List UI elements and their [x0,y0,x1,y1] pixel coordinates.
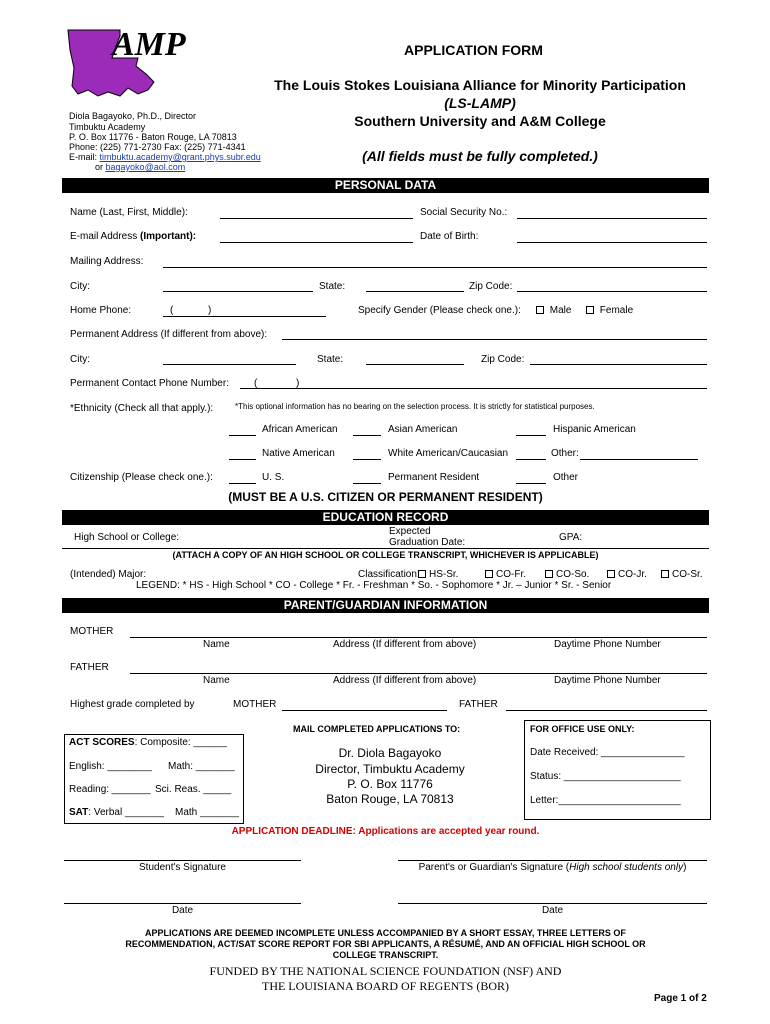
program-acronym: (LS-LAMP) [444,95,516,111]
funding-line-2: THE LOUISIANA BOARD OF REGENTS (BOR) [261,979,509,993]
hispanic-american-check[interactable] [516,435,546,436]
letter-field: Letter:______________________ [530,795,681,806]
home-phone-field[interactable] [163,316,326,317]
co-jr-checkbox[interactable] [607,570,615,578]
ssn-label: Social Security No.: [420,207,508,218]
father-name-caption: Name [203,675,230,686]
parent-sig-text: Parent's or Guardian's Signature ( [418,862,570,873]
co-fr-label: CO-Fr. [496,569,526,580]
ethnicity-label: *Ethnicity (Check all that apply.): [70,403,214,414]
parent-sig-italic: High school students only [569,862,684,873]
sat-math[interactable]: Math _______ [175,807,239,818]
father-phone-caption: Daytime Phone Number [554,675,661,686]
co-sr-checkbox[interactable] [661,570,669,578]
mail-to-heading: MAIL COMPLETED APPLICATIONS TO: [293,724,461,734]
completion-note: (All fields must be fully completed.) [362,148,598,164]
student-signature-line[interactable] [64,860,301,861]
other-ethnicity-label: Other: [551,448,579,459]
dob-label: Date of Birth: [420,231,479,242]
zip-label: Zip Code: [469,281,513,292]
asian-american-check[interactable] [353,435,381,436]
classification-legend: LEGEND: * HS - High School * CO - College * Fr. - Freshman * So. - Sophomore * Jr. – Junior * Sr. - Senior [136,580,612,591]
co-so-checkbox[interactable] [545,570,553,578]
male-option[interactable] [536,305,571,316]
act-reading[interactable]: Reading: _______ [69,784,151,795]
parent-signature-line[interactable] [398,860,707,861]
act-math[interactable]: Math: _______ [168,761,235,772]
asian-american-label: Asian American [388,424,458,435]
other-ethnicity-field[interactable] [580,459,698,460]
male-checkbox[interactable] [536,306,544,314]
parent-info-header: PARENT/GUARDIAN INFORMATION [62,598,709,613]
dob-field[interactable] [517,242,707,243]
gender-label: Specify Gender (Please check one.): [358,305,521,316]
highest-grade-father: FATHER [459,699,498,710]
class-co-jr[interactable] [607,569,647,580]
permanent-resident-label: Permanent Resident [388,472,480,483]
co-jr-label: CO-Jr. [618,569,647,580]
perm-phone-paren-open: ( [254,378,258,389]
name-field[interactable] [220,218,413,219]
graduation-date-label: Graduation Date: [389,537,466,548]
city-label: City: [70,281,90,292]
act-composite[interactable]: : Composite: ______ [134,737,227,748]
african-american-label: African American [262,424,338,435]
email-important: (Important): [140,231,197,242]
other-ethnicity-check[interactable] [516,459,546,460]
female-checkbox[interactable] [586,306,594,314]
co-fr-checkbox[interactable] [485,570,493,578]
student-signature-label: Student's Signature [139,862,226,873]
mailing-address-field[interactable] [163,267,707,268]
email-label-text: E-mail Address [70,231,141,242]
org-name: Timbuktu Academy [69,122,146,132]
home-phone-label: Home Phone: [70,305,132,316]
page-number: Page 1 of 2 [654,993,707,1004]
contact-email-2 [95,162,185,172]
other-citizenship-label: Other [553,472,579,483]
act-sci-reas[interactable]: Sci. Reas. _____ [155,784,232,795]
native-american-label: Native American [262,448,335,459]
date-received: Date Received: _______________ [530,747,685,758]
sat-label: SAT [69,807,89,818]
ssn-field[interactable] [517,218,707,219]
state-label: State: [319,281,346,292]
class-co-fr[interactable] [485,569,526,580]
permanent-resident-check[interactable] [353,483,381,484]
director-name: Diola Bagayoko, Ph.D., Director [69,111,197,121]
gpa-label: GPA: [559,532,583,543]
or-text: or [95,162,104,172]
perm-city-field[interactable] [163,364,296,365]
email-address-label [70,231,196,242]
ethnicity-note: *This optional information has no bearing on the selection process. It is strictly for statistical purposes. [235,402,595,411]
status-field: Status: _____________________ [530,771,681,782]
hs-sr-checkbox[interactable] [418,570,426,578]
major-label: (Intended) Major: [70,569,147,580]
act-label: ACT SCORES [69,737,135,748]
name-label: Name (Last, First, Middle): [70,207,188,218]
act-english[interactable]: English: ________ [69,761,152,772]
citizenship-label: Citizenship (Please check one.): [70,472,213,483]
application-deadline: APPLICATION DEADLINE: Applications are accepted year round. [231,826,540,837]
class-co-so[interactable] [545,569,589,580]
perm-phone-field[interactable] [240,388,707,389]
mail-city: Baton Rouge, LA 70813 [326,792,454,806]
perm-state-field[interactable] [366,364,464,365]
education-record-header: EDUCATION RECORD [62,510,709,525]
office-use-heading: FOR OFFICE USE ONLY: [530,724,635,734]
father-field[interactable] [130,673,707,674]
form-title: APPLICATION FORM [404,42,543,58]
act-scores-label [69,737,227,748]
perm-address-label: Permanent Address (If different from above): [70,329,268,340]
father-address-caption: Address (If different from above) [333,675,477,686]
citizen-requirement: (MUST BE A U.S. CITIZEN OR PERMANENT RESIDENT) [228,490,543,504]
program-name: The Louis Stokes Louisiana Alliance for Minority Participation [274,77,686,93]
native-american-check[interactable] [229,459,256,460]
mother-field[interactable] [130,637,707,638]
education-row-line[interactable] [62,548,709,549]
perm-phone-paren-close: ) [296,378,300,389]
incomplete-note-1: APPLICATIONS ARE DEEMED INCOMPLETE UNLESS ACCOMPANIED BY A SHORT ESSAY, THREE LETTERS OF [145,928,626,938]
perm-zip-field[interactable] [530,364,707,365]
sat-verbal[interactable]: : Verbal _______ [88,807,164,818]
contact-email [69,152,261,162]
white-american-label: White American/Caucasian [388,448,509,459]
logo-text: AMP [112,26,186,63]
state-field[interactable] [366,291,464,292]
female-label: Female [599,305,634,316]
class-co-sr[interactable] [661,569,703,580]
zip-field[interactable] [517,291,707,292]
email-link-2[interactable]: bagayoko@aol.com [105,162,186,172]
parent-sig-close: ) [683,862,687,873]
mail-box: P. O. Box 11776 [347,777,433,791]
highest-grade-label: Highest grade completed by [70,699,195,710]
class-hs-sr[interactable] [418,569,458,580]
highest-grade-mother: MOTHER [233,699,277,710]
contact-address: P. O. Box 11776 - Baton Rouge, LA 70813 [69,132,237,142]
incomplete-note-3: COLLEGE TRANSCRIPT. [332,950,439,960]
parent-date-line[interactable] [398,903,707,904]
co-sr-label: CO-Sr. [672,569,703,580]
mail-title: Director, Timbuktu Academy [315,762,465,776]
mother-phone-caption: Daytime Phone Number [554,639,661,650]
email-link-1[interactable]: timbuktu.academy@grant.phys.subr.edu [99,152,261,162]
co-so-label: CO-So. [556,569,590,580]
expected-label: Expected [389,526,431,537]
incomplete-note-2: RECOMMENDATION, ACT/SAT SCORE REPORT FOR SBI APPLICANTS, A RÉSUMÉ, AND AN OFFICIAL HIGH SCHOOL OR [125,939,646,949]
mother-grade-field[interactable] [282,710,447,711]
email-field[interactable] [220,242,413,243]
mother-name-caption: Name [203,639,230,650]
white-american-check[interactable] [353,459,381,460]
contact-phone: Phone: (225) 771-2730 Fax: (225) 771-4341 [69,142,246,152]
us-check[interactable] [229,483,256,484]
female-option[interactable] [586,305,633,316]
hs-sr-label: HS-Sr. [429,569,459,580]
personal-data-header: PERSONAL DATA [62,178,709,193]
sat-scores-label [69,807,164,818]
university-name: Southern University and A&M College [354,113,606,129]
mail-recipient: Dr. Diola Bagayoko [338,746,442,760]
student-date-label: Date [171,905,194,916]
mother-label: MOTHER [70,626,114,637]
perm-address-field[interactable] [282,339,707,340]
student-date-line[interactable] [64,903,301,904]
transcript-note: (ATTACH A COPY OF AN HIGH SCHOOL OR COLLEGE TRANSCRIPT, WHICHEVER IS APPLICABLE) [172,550,599,560]
perm-zip-label: Zip Code: [481,354,525,365]
parent-signature-label [398,862,707,873]
mailing-address-label: Mailing Address: [70,256,144,267]
parent-date-label: Date [541,905,564,916]
classification-label: Classification: [358,569,420,580]
african-american-check[interactable] [229,435,256,436]
male-label: Male [549,305,572,316]
mother-address-caption: Address (If different from above) [333,639,477,650]
school-label: High School or College: [74,532,180,543]
father-grade-field[interactable] [506,710,707,711]
hispanic-american-label: Hispanic American [553,424,636,435]
email-label: E-mail: [69,152,98,162]
perm-phone-label: Permanent Contact Phone Number: [70,378,229,389]
phone-paren-open: ( [170,305,174,316]
phone-paren-close: ) [208,305,212,316]
funding-line-1: FUNDED BY THE NATIONAL SCIENCE FOUNDATION (NSF) AND [209,964,562,978]
us-label: U. S. [262,472,285,483]
father-label: FATHER [70,662,109,673]
perm-city-label: City: [70,354,90,365]
perm-state-label: State: [317,354,344,365]
other-citizenship-check[interactable] [516,483,546,484]
city-field[interactable] [163,291,313,292]
